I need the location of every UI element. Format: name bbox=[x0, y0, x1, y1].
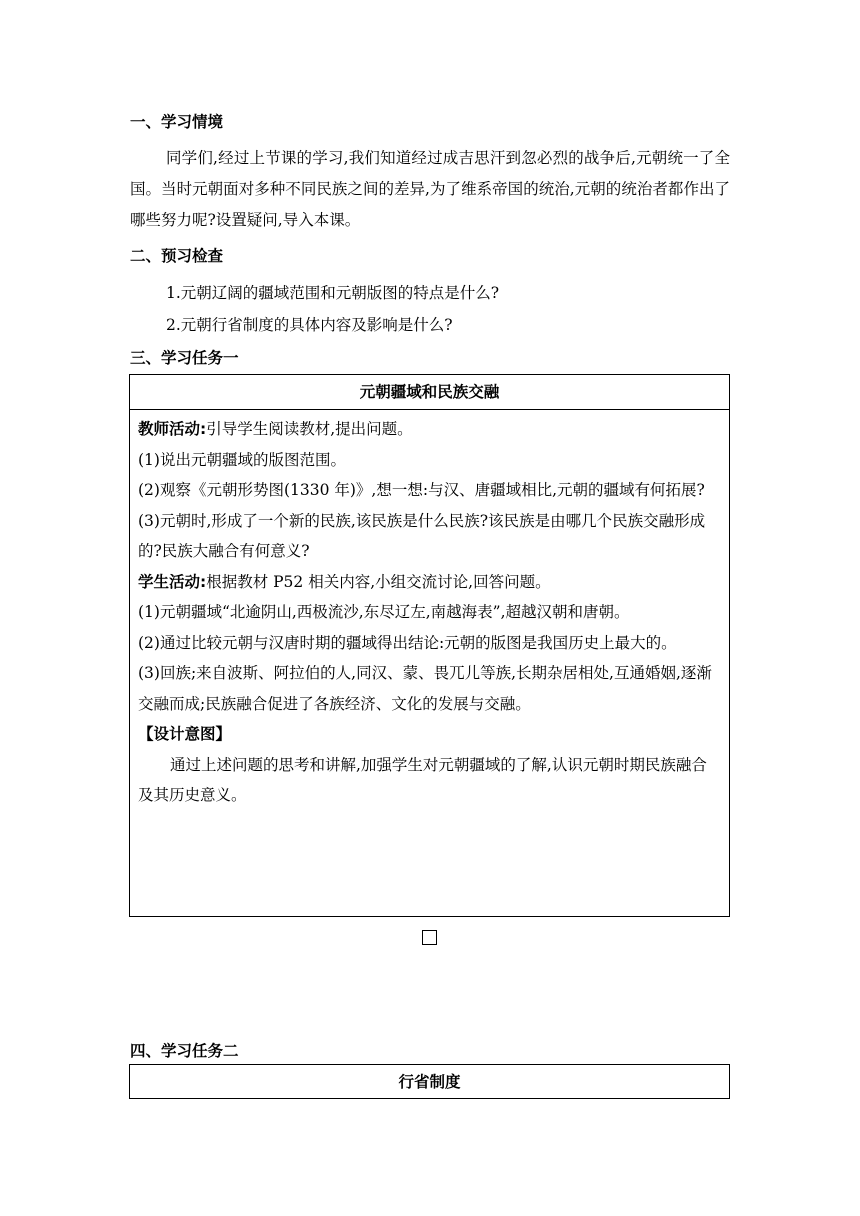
student-answer-3: (3)回族;来自波斯、阿拉伯的人,同汉、蒙、畏兀儿等族,长期杂居相处,互通婚姻,逐渐交融而成;民族融合促进了各族经济、文化的发展与交融。 bbox=[138, 664, 712, 713]
section-heading-situation: 一、学习情境 bbox=[130, 113, 224, 131]
empty-box bbox=[422, 930, 437, 945]
section-heading-task1: 三、学习任务一 bbox=[130, 349, 239, 367]
situation-paragraph: 同学们,经过上节课的学习,我们知道经过成吉思汗到忽必烈的战争后,元朝统一了全国。当时元朝面对多种不同民族之间的差异,为了维系帝国的统治,元朝的统治者都作出了哪些努力呢?设置疑问,导入本课。 bbox=[130, 149, 730, 229]
student-activity-label: 学生活动: bbox=[138, 572, 207, 591]
teacher-activity bbox=[138, 414, 721, 445]
teacher-activity-text: 引导学生阅读教材,提出问题。 bbox=[206, 420, 413, 438]
preview-question-1: 1.元朝辽阔的疆域范围和元朝版图的特点是什么? bbox=[166, 284, 500, 302]
student-activity bbox=[138, 567, 721, 598]
student-answer-1: (1)元朝疆域“北逾阴山,西极流沙,东尽辽左,南越海表”,超越汉朝和唐朝。 bbox=[138, 603, 630, 621]
student-activity-text: 根据教材 P52 相关内容,小组交流讨论,回答问题。 bbox=[206, 572, 551, 591]
design-intent-text: 通过上述问题的思考和讲解,加强学生对元朝疆域的了解,认识元朝时期民族融合及其历史意义。 bbox=[138, 755, 707, 804]
section-heading-preview: 二、预习检查 bbox=[130, 247, 224, 265]
teacher-activity-label: 教师活动: bbox=[138, 420, 207, 438]
teacher-question-1: (1)说出元朝疆域的版图范围。 bbox=[138, 450, 346, 469]
design-intent-label: 【设计意图】 bbox=[138, 725, 232, 743]
task1-table-body bbox=[130, 410, 729, 811]
teacher-question-2: (2)观察《元朝形势图(1330 年)》,想一想:与汉、唐疆域相比,元朝的疆域有何拓展? bbox=[138, 481, 705, 499]
task1-table-title: 元朝疆域和民族交融 bbox=[130, 375, 729, 410]
task1-table bbox=[129, 374, 730, 917]
task2-table-title: 行省制度 bbox=[398, 1073, 461, 1091]
task2-table bbox=[129, 1064, 730, 1099]
teacher-question-3: (3)元朝时,形成了一个新的民族,该民族是什么民族?该民族是由哪几个民族交融形成的?民族大融合有何意义? bbox=[138, 511, 706, 560]
student-answer-2: (2)通过比较元朝与汉唐时期的疆域得出结论:元朝的版图是我国历史上最大的。 bbox=[138, 633, 677, 652]
preview-question-2: 2.元朝行省制度的具体内容及影响是什么? bbox=[166, 316, 453, 334]
section-heading-task2: 四、学习任务二 bbox=[130, 1042, 239, 1060]
